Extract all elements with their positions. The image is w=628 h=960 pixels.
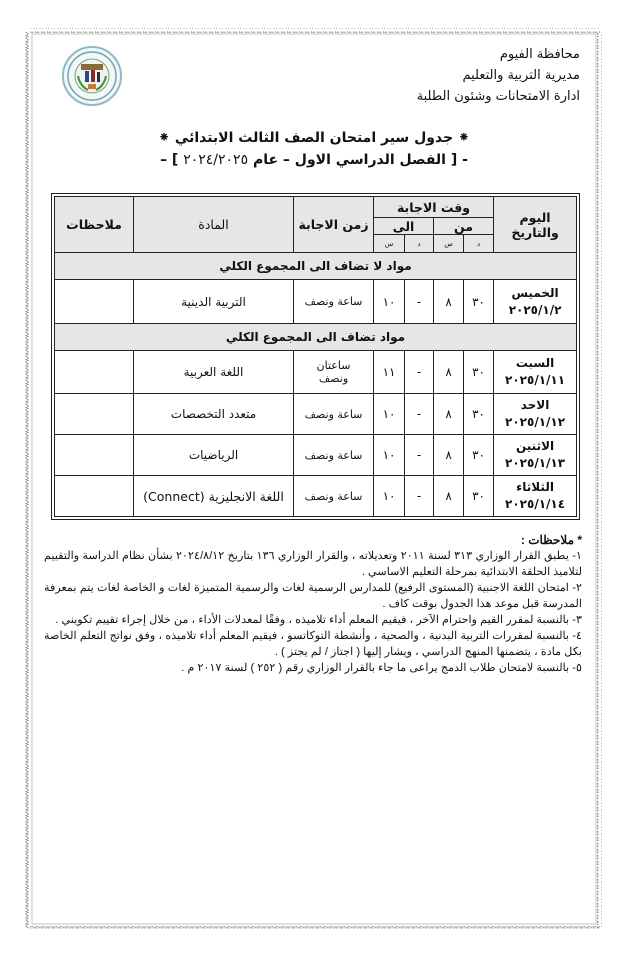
from-hour: ٨ [434,476,464,517]
duration: ساعة ونصف [294,476,374,517]
table-row [55,435,577,476]
seal-icon [66,50,118,102]
to-hour: ١٠ [374,476,405,517]
from-hour: ٨ [434,435,464,476]
to-hour: ١١ [374,351,405,394]
exam-date: ٢٠٢٥/١/١٣ [505,456,566,470]
notes-cell [55,394,134,435]
notes-cell [55,351,134,394]
schedule-title: ⁕ جدول سير امتحان الصف الثالث الابتدائي ⁕ [158,130,470,146]
notes-heading: * ملاحظات : [520,533,582,547]
header-to: الى [374,218,434,235]
note-item: ٥- بالنسبة لامتحان طلاب الدمج يراعى ما جاء بالقرار الوزاري رقم ( ٢٥٢ ) لسنة ٢٠١٧ م . [181,662,582,674]
to-hour: ١٠ [374,394,405,435]
subject: اللغة الانجليزية (Connect) [134,476,294,517]
from-hour: ٨ [434,394,464,435]
day-name: الاحد [520,398,550,412]
directorate-seal-logo [62,46,122,106]
from-minute: ٣٠ [464,394,494,435]
to-minute: - [405,394,434,435]
header-day-date: اليوم والتاريخ [494,197,577,253]
table-row [55,280,577,324]
note-item: ٣- بالنسبة لمقرر القيم واحترام الآخر ، فيقيم المعلم أداء تلاميذه ، وفقًا لمعدلات الأداء ، من خلال إجراء تقييم تكويني . [55,614,582,626]
from-hour: ٨ [434,351,464,394]
table-row [55,394,577,435]
notes-cell [55,476,134,517]
notes-cell [55,435,134,476]
header-from-minute: د [464,235,494,253]
section-label-counted: مواد تضاف الى المجموع الكلي [55,324,577,351]
notes-section [44,532,582,676]
day-name: الثلاثاء [516,480,554,494]
exam-date: ٢٠٢٥/١/٢ [508,302,562,317]
subject: الرياضيات [134,435,294,476]
table-row [55,476,577,517]
duration: ساعة ونصف [294,435,374,476]
subject: اللغة العربية [134,351,294,394]
exam-date: ٢٠٢٥/١/١٢ [505,415,566,429]
note-item: ٢- امتحان اللغة الاجنبية (المستوى الرفيع) للمدارس الرسمية لغات والرسمية المتميزة لغات و الخاصة لغات يتم بمعرفة المدرسة قبل موعد هذا الجدول بوقت كاف . [44,582,582,610]
notes-cell [55,280,134,324]
header-from: من [434,218,494,235]
day-date-cell [494,280,577,324]
department-name: ادارة الامتحانات وشئون الطلبة [416,89,580,104]
duration: ساعة ونصف [294,394,374,435]
directorate-name: مديرية التربية والتعليم [462,68,580,83]
exam-date: ٢٠٢٥/١/١١ [505,373,566,387]
academic-year: ٢٠٢٤/٢٠٢٥ [183,152,249,168]
day-date-cell [494,435,577,476]
directorate-header [417,44,580,107]
subject: التربية الدينية [134,280,294,324]
day-name: السبت [515,356,555,370]
header-to-hour: س [374,235,405,253]
schedule-subtitle [0,152,628,168]
header-duration: زمن الاجابة [294,197,374,253]
header-to-minute: د [405,235,434,253]
to-hour: ١٠ [374,280,405,324]
duration: ساعتان ونصف [294,351,374,394]
to-hour: ١٠ [374,435,405,476]
subject: متعدد التخصصات [134,394,294,435]
exam-date: ٢٠٢٥/١/١٤ [505,497,566,511]
day-date-cell [494,394,577,435]
day-date-cell [494,351,577,394]
subtitle-suffix: ] – [160,152,184,168]
from-minute: ٣٠ [464,280,494,324]
from-minute: ٣٠ [464,476,494,517]
to-minute: - [405,476,434,517]
note-item: ١- يطبق القرار الوزاري ٣١٣ لسنة ٢٠١١ وتعديلاته ، والقرار الوزاري ١٣٦ بتاريخ ٢٠٢٤/٨/١٢ بشأن نظام الدراسة والتقييم لتلاميذ الحلقة الابتدائية بمرحلة التعليم الاساسي . [44,550,582,578]
to-minute: - [405,280,434,324]
from-minute: ٣٠ [464,351,494,394]
header-from-hour: س [434,235,464,253]
exam-schedule-table [54,196,577,517]
table-row [55,351,577,394]
from-minute: ٣٠ [464,435,494,476]
note-item: ٤- بالنسبة لمقررات التربية البدنية ، والصحية ، وأنشطة التوكاتسو ، فيقيم المعلم أداء تلاميذه ، وفق نواتج التعلم الخاصة بكل مادة ، يتضمنها المنهج الدراسي ، ويشار إليها ( اجتاز / لم يجتز ) . [44,630,582,658]
duration: ساعة ونصف [294,280,374,324]
header-answer-time: وقت الاجابة [374,197,494,218]
to-minute: - [405,435,434,476]
governorate-name: محافظة الفيوم [499,47,580,62]
subtitle-prefix: - [ الفصل الدراسي الاول – عام [248,152,468,168]
day-name: الخميس [511,285,559,300]
day-date-cell [494,476,577,517]
day-name: الاثنين [515,439,555,453]
header-notes: ملاحظات [55,197,134,253]
section-label-non-counted: مواد لا تضاف الى المجموع الكلي [55,253,577,280]
from-hour: ٨ [434,280,464,324]
header-subject: المادة [134,197,294,253]
to-minute: - [405,351,434,394]
